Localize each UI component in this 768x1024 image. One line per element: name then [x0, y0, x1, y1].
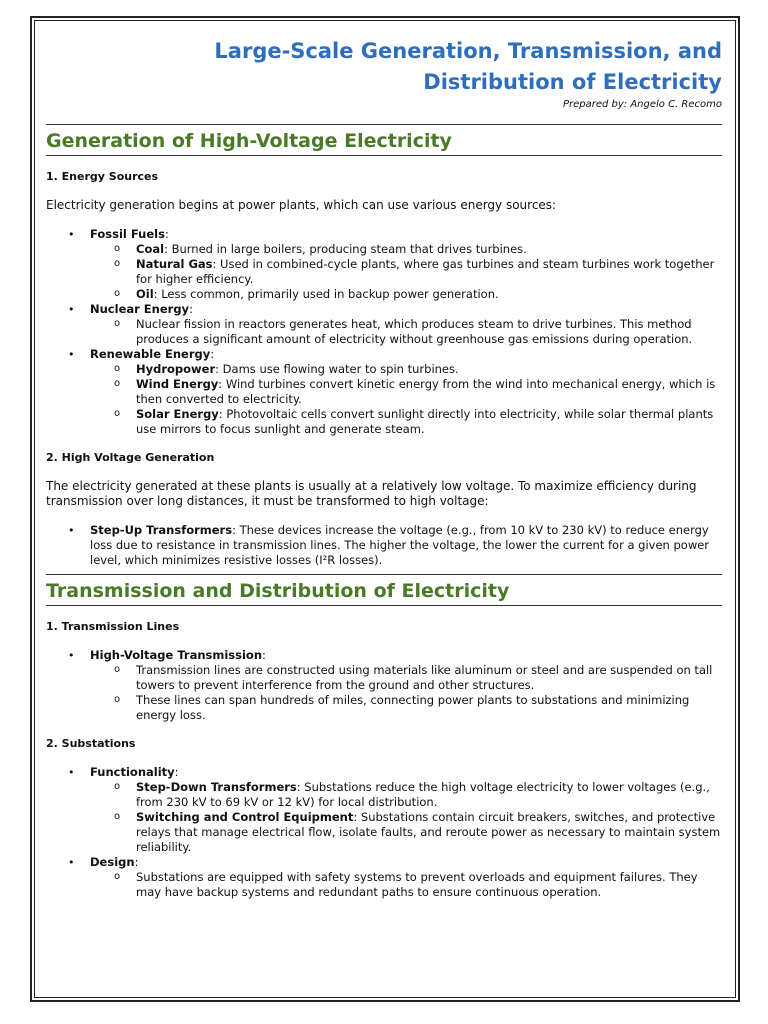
fossil-fuels-sublist [90, 242, 722, 302]
transmission-list [46, 648, 722, 723]
title-line-1: Large-Scale Generation, Transmission, and [214, 39, 722, 63]
prepared-by: Prepared by: Angelo C. Recomo [562, 99, 722, 110]
list-item-fossil-fuels: • Fossil Fuels: o Coal: Burned in large boilers, producing steam that drives turbines. o Natural Gas: Used in combined-cycle plants, where gas turbines and steam turbines work together for higher efficiency. o Oil: Less common, primarily used in backup power generation. [46, 227, 722, 302]
subheading-energy-sources: 1. Energy Sources [46, 170, 159, 183]
list-item-renewable-energy: • Renewable Energy: o Hydropower: Dams use flowing water to spin turbines. o Wind Energy: Wind turbines convert kinetic energy from the wind into mechanical energy, which is then converted to electricity. o Solar Energy: Photovoltaic cells convert sunlight directly into electricity, while solar thermal plants use mirrors to focus sunlight and generate steam. [46, 347, 722, 437]
section-rule [46, 574, 722, 575]
list-item-design: • Design: o Substations are equipped with safety systems to prevent overloads and equipment failures. They may have backup systems and redundant paths to ensure continuous operation. [46, 855, 722, 900]
list-item-coal: o Coal: Burned in large boilers, producing steam that drives turbines. [136, 242, 722, 257]
functionality-label: Functionality [90, 765, 175, 779]
energy-sources-list [46, 227, 722, 437]
renewable-sublist [90, 362, 722, 437]
section-heading-transmission: Transmission and Distribution of Electricity [46, 580, 510, 602]
list-item-safety-systems: o Substations are equipped with safety systems to prevent overloads and equipment failures. They may have backup systems and redundant paths to ensure continuous operation. [136, 870, 722, 900]
title-line-2: Distribution of Electricity [423, 70, 722, 94]
paragraph-high-voltage-intro: The electricity generated at these plants is usually at a relatively low voltage. To maximize efficiency during transmission over long distances, it must be transformed to high voltage: [46, 479, 697, 508]
list-item-step-down-transformers: o Step-Down Transformers: Substations reduce the high voltage electricity to lower voltages (e.g., from 230 kV to 69 kV or 12 kV) for local distribution. [136, 780, 722, 810]
section-rule [46, 605, 722, 606]
list-item-hydropower: o Hydropower: Dams use flowing water to spin turbines. [136, 362, 722, 377]
section-rule [46, 155, 722, 156]
document-title [46, 36, 722, 98]
list-item-nuclear-energy: • Nuclear Energy: o Nuclear fission in reactors generates heat, which produces steam to drive turbines. This method produces a significant amount of electricity without greenhouse gas emissions during operation. [46, 302, 722, 347]
list-item-oil: o Oil: Less common, primarily used in backup power generation. [136, 287, 722, 302]
functionality-sublist [90, 780, 722, 855]
document-page [46, 36, 722, 900]
subheading-substations: 2. Substations [46, 737, 136, 750]
subheading-high-voltage-generation: 2. High Voltage Generation [46, 451, 215, 464]
section-rule [46, 124, 722, 125]
renewable-energy-label: Renewable Energy [90, 347, 211, 361]
list-item-high-voltage-transmission: • High-Voltage Transmission: o Transmission lines are constructed using materials like aluminum or steel and are suspended on tall towers to prevent interference from the ground and other structures. o These lines can span hundreds of miles, connecting power plants to substations and minimizing energy loss. [46, 648, 722, 723]
design-label: Design [90, 855, 135, 869]
list-item-line-span: o These lines can span hundreds of miles, connecting power plants to substations and minimizing energy loss. [136, 693, 722, 723]
list-item-wind-energy: o Wind Energy: Wind turbines convert kinetic energy from the wind into mechanical energy, which is then converted to electricity. [136, 377, 722, 407]
high-voltage-list [46, 523, 722, 568]
list-item-line-materials: o Transmission lines are constructed using materials like aluminum or steel and are suspended on tall towers to prevent interference from the ground and other structures. [136, 663, 722, 693]
list-item-switching-control: o Switching and Control Equipment: Substations contain circuit breakers, switches, and protective relays that manage electrical flow, isolate faults, and reroute power as necessary to maintain system reliability. [136, 810, 722, 855]
nuclear-energy-label: Nuclear Energy [90, 302, 190, 316]
high-voltage-transmission-label: High-Voltage Transmission [90, 648, 263, 662]
list-item-step-up-transformers: • Step-Up Transformers: These devices increase the voltage (e.g., from 10 kV to 230 kV) to reduce energy loss due to resistance in transmission lines. The higher the voltage, the lower the current for a given power level, which minimizes resistive losses (I²R losses). [46, 523, 722, 568]
subheading-transmission-lines: 1. Transmission Lines [46, 620, 180, 633]
paragraph-energy-intro: Electricity generation begins at power plants, which can use various energy sources: [46, 198, 557, 212]
list-item-functionality: • Functionality: o Step-Down Transformers: Substations reduce the high voltage electricity to lower voltages (e.g., from 230 kV to 69 kV or 12 kV) for local distribution. o Switching and Control Equipment: Substations contain circuit breakers, switches, and protective relays that manage electrical flow, isolate faults, and reroute power as necessary to maintain system reliability. [46, 765, 722, 855]
substations-list [46, 765, 722, 900]
list-item-natural-gas: o Natural Gas: Used in combined-cycle plants, where gas turbines and steam turbines work together for higher efficiency. [136, 257, 722, 287]
list-item-nuclear-fission: o Nuclear fission in reactors generates heat, which produces steam to drive turbines. This method produces a significant amount of electricity without greenhouse gas emissions during operation. [136, 317, 722, 347]
transmission-sublist [90, 663, 722, 723]
section-heading-generation: Generation of High-Voltage Electricity [46, 130, 452, 152]
nuclear-sublist [90, 317, 722, 347]
design-sublist [90, 870, 722, 900]
list-item-solar-energy: o Solar Energy: Photovoltaic cells convert sunlight directly into electricity, while solar thermal plants use mirrors to focus sunlight and generate steam. [136, 407, 722, 437]
fossil-fuels-label: Fossil Fuels [90, 227, 165, 241]
